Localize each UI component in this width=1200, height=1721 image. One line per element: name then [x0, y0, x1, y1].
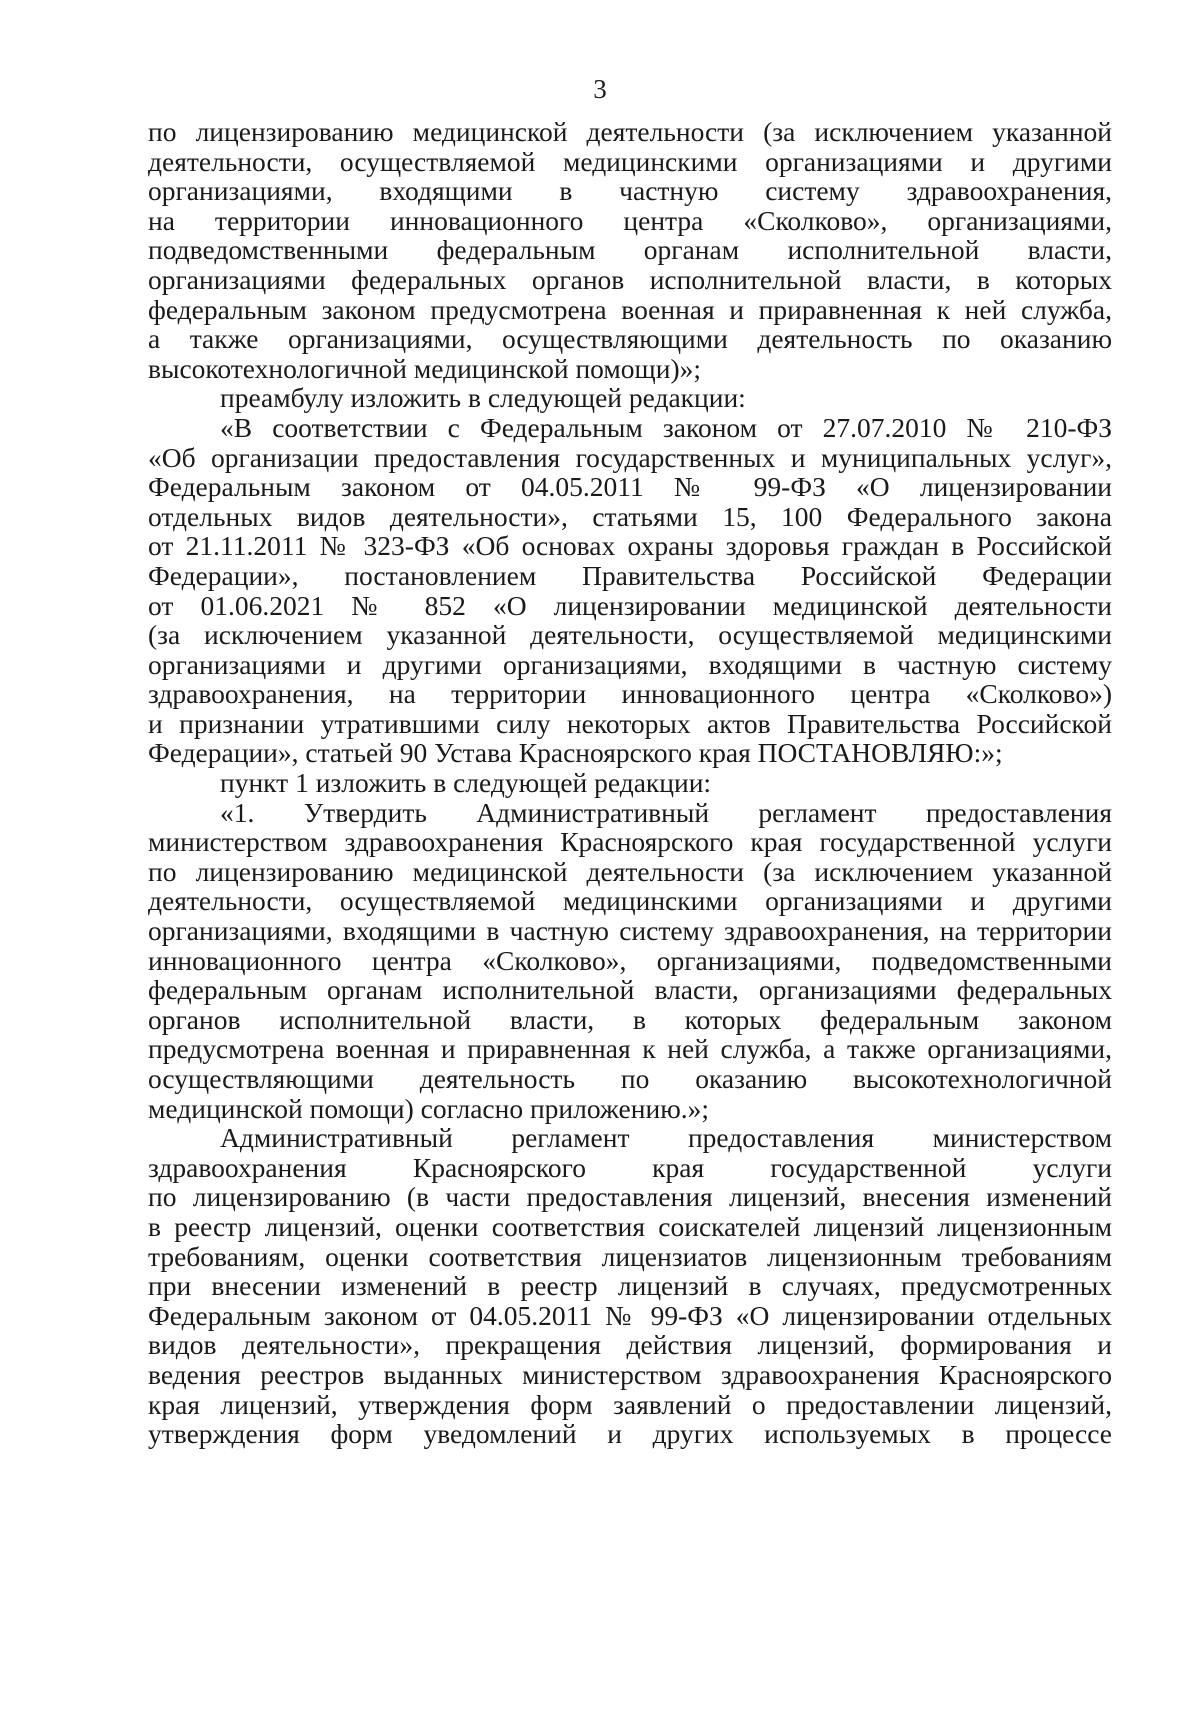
text-line: а также организациями, осуществляющими деятельность по оказанию	[148, 323, 1112, 355]
text-line: здравоохранения, на территории инновационного центра «Сколково»)	[148, 678, 1112, 710]
text-line: Административный регламент предоставления министерством	[220, 1122, 1112, 1154]
text-line: по лицензированию медицинской деятельности (за исключением указанной	[148, 855, 1112, 887]
text-line: министерством здравоохранения Красноярского края государственной услуги	[148, 826, 1112, 858]
text-line: медицинской помощи) согласно приложению.»;	[148, 1092, 710, 1124]
text-line: Федерации», статьей 90 Устава Красноярского края ПОСТАНОВЛЯЮ:»;	[148, 737, 1003, 769]
text-line: при внесении изменений в реестр лицензий в случаях, предусмотренных	[148, 1270, 1112, 1302]
text-line: видов деятельности», прекращения действия лицензий, формирования и	[148, 1329, 1112, 1361]
text-line: высокотехнологичной медицинской помощи)»;	[148, 352, 701, 384]
text-line: федеральным законом предусмотрена военная и приравненная к ней служба,	[148, 293, 1112, 325]
text-line: Федеральным законом от 04.05.2011 № 99-ФЗ «О лицензировании	[148, 471, 1112, 503]
text-line: на территории инновационного центра «Сколково», организациями,	[148, 204, 1112, 236]
text-line: (за исключением указанной деятельности, осуществляемой медицинскими	[148, 619, 1112, 651]
text-line: от 21.11.2011 № 323-ФЗ «Об основах охраны здоровья граждан в Российской	[148, 530, 1112, 562]
text-line: в реестр лицензий, оценки соответствия соискателей лицензий лицензионным	[148, 1210, 1112, 1242]
text-line: отдельных видов деятельности», статьями 15, 100 Федерального закона	[148, 500, 1112, 532]
text-line: «В соответствии с Федеральным законом от 27.07.2010 № 210-ФЗ	[220, 411, 1112, 443]
text-line: деятельности, осуществляемой медицинскими организациями и другими	[148, 145, 1112, 177]
text-line: организациями и другими организациями, входящими в частную систему	[148, 648, 1112, 680]
text-line: утверждения форм уведомлений и других используемых в процессе	[148, 1418, 1112, 1450]
text-line: органов исполнительной власти, в которых федеральным законом	[148, 1003, 1112, 1035]
text-line: преамбулу изложить в следующей редакции:	[220, 382, 746, 414]
text-line: деятельности, осуществляемой медицинскими организациями и другими	[148, 885, 1112, 917]
text-line: пункт 1 изложить в следующей редакции:	[220, 767, 712, 799]
page-number: 3	[593, 74, 607, 104]
text-line: по лицензированию (в части предоставления лицензий, внесения изменений	[148, 1181, 1112, 1213]
text-line: Федеральным законом от 04.05.2011 № 99-ФЗ «О лицензировании отдельных	[148, 1299, 1112, 1331]
text-line: подведомственными федеральным органам исполнительной власти,	[148, 234, 1112, 266]
document-body	[148, 117, 1112, 1449]
text-line: ведения реестров выданных министерством здравоохранения Красноярского	[148, 1358, 1112, 1390]
text-line: от 01.06.2021 № 852 «О лицензировании медицинской деятельности	[148, 589, 1112, 621]
text-line: осуществляющими деятельность по оказанию высокотехнологичной	[148, 1063, 1112, 1094]
text-line: по лицензированию медицинской деятельности (за исключением указанной	[148, 116, 1112, 147]
text-line: края лицензий, утверждения форм заявлений о предоставлении лицензий,	[148, 1388, 1112, 1420]
text-line: организациями федеральных органов исполнительной власти, в которых	[148, 263, 1112, 295]
text-line: Федерации», постановлением Правительства Российской Федерации	[148, 559, 1112, 591]
text-line: предусмотрена военная и приравненная к ней служба, а также организациями,	[148, 1033, 1112, 1065]
text-line: федеральным органам исполнительной власти, организациями федеральных	[148, 974, 1112, 1006]
text-line: организациями, входящими в частную систему здравоохранения, на территории	[148, 915, 1112, 947]
text-line: требованиям, оценки соответствия лицензиатов лицензионным требованиям	[148, 1240, 1112, 1272]
text-line: и признании утратившими силу некоторых актов Правительства Российской	[148, 707, 1112, 739]
text-line: инновационного центра «Сколково», организациями, подведомственными	[148, 944, 1112, 976]
text-line: здравоохранения Красноярского края государственной услуги	[148, 1151, 1112, 1183]
text-line: «Об организации предоставления государственных и муниципальных услуг»,	[148, 441, 1112, 473]
text-line: «1. Утвердить Административный регламент предоставления	[220, 796, 1112, 828]
text-line: организациями, входящими в частную систему здравоохранения,	[148, 175, 1112, 207]
